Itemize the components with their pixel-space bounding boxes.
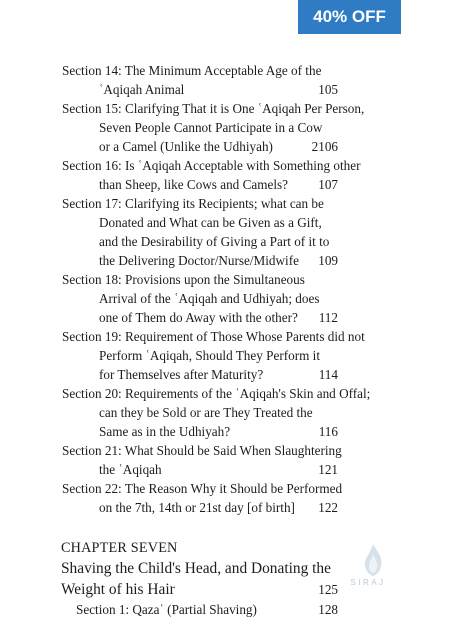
toc-page-number: 116 [318, 424, 338, 439]
toc-entry-line: Section 15: Clarifying That it is One ʿAqiqah Per Person, [62, 101, 365, 116]
toc-entry-section-14 [0, 61, 401, 99]
toc-entry-line: Section 14: The Minimum Acceptable Age of the [62, 63, 322, 78]
toc-entry-line: Section 16: Is ʿAqiqah Acceptable with Something other [62, 158, 361, 173]
toc-entry-line: for Themselves after Maturity? [99, 367, 264, 382]
toc-page-number: 2106 [311, 139, 338, 154]
toc-entry-line: Section 17: Clarifying its Recipients; what can be [62, 196, 324, 211]
chapter-title: CHAPTER SEVEN [61, 540, 178, 556]
toc-entry-section-18 [0, 270, 401, 327]
toc-entry-line: Arrival of the ʿAqiqah and Udhiyah; does [99, 291, 320, 306]
toc-page-number: 121 [318, 462, 338, 477]
toc-entry-line: than Sheep, like Cows and Camels? [99, 177, 288, 192]
toc-entry-section-22 [0, 479, 401, 517]
toc-entry-line: or a Camel (Unlike the Udhiyah) [99, 139, 273, 154]
toc-entry-section-15 [0, 99, 401, 156]
toc-entry-line: the ʿAqiqah [99, 462, 162, 477]
toc-entry-line: one of Them do Away with the other? [99, 310, 298, 325]
chapter-heading-line: Weight of his Hair [61, 581, 175, 598]
chapter-heading-line: Shaving the Child's Head, and Donating the [61, 560, 331, 577]
toc-entry-section-20 [0, 384, 401, 441]
table-of-contents [0, 61, 401, 619]
toc-entry-line: the Delivering Doctor/Nurse/Midwife [99, 253, 299, 268]
toc-entry-section-17 [0, 194, 401, 270]
toc-page-number: 128 [318, 602, 338, 617]
toc-page-number: 105 [318, 82, 338, 97]
toc-chapter-seven [0, 538, 401, 619]
toc-entry-line: Section 19: Requirement of Those Whose Parents did not [62, 329, 365, 344]
toc-entry-line: Donated and What can be Given as a Gift, [99, 215, 322, 230]
toc-entry-line: Seven People Cannot Participate in a Cow [99, 120, 323, 135]
toc-entry-section-16 [0, 156, 401, 194]
toc-entry-section-21 [0, 441, 401, 479]
toc-entry-line: Section 20: Requirements of the ʿAqiqah's Skin and Offal; [62, 386, 371, 401]
toc-entry-section-19 [0, 327, 401, 384]
toc-entry-chapter-seven-section-1 [0, 600, 401, 619]
toc-page-number: 107 [318, 177, 338, 192]
toc-entry-line: Section 21: What Should be Said When Slaughtering [62, 443, 342, 458]
toc-entry-line: Section 1: Qazaʿ (Partial Shaving) [76, 602, 257, 617]
toc-entry-line: Section 22: The Reason Why it Should be Performed [62, 481, 343, 496]
brand-logo-text: SIRAJ [350, 578, 386, 587]
toc-entry-line: and the Desirability of Giving a Part of it to [99, 234, 330, 249]
toc-entry-line: Perform ʿAqiqah, Should They Perform it [99, 348, 320, 363]
toc-entry-line: Same as in the Udhiyah? [99, 424, 231, 439]
toc-entry-line: ʿAqiqah Animal [99, 82, 185, 97]
toc-page-number: 114 [318, 367, 338, 382]
toc-page-number: 112 [318, 310, 338, 325]
toc-page-number: 122 [318, 500, 338, 515]
toc-entry-line: can they be Sold or are They Treated the [99, 405, 313, 420]
toc-entry-line: on the 7th, 14th or 21st day [of birth] [99, 500, 295, 515]
discount-badge: 40% OFF [298, 0, 401, 34]
toc-entry-line: Section 18: Provisions upon the Simultaneous [62, 272, 305, 287]
toc-page-number: 109 [318, 253, 338, 268]
toc-page-number: 125 [318, 582, 338, 597]
